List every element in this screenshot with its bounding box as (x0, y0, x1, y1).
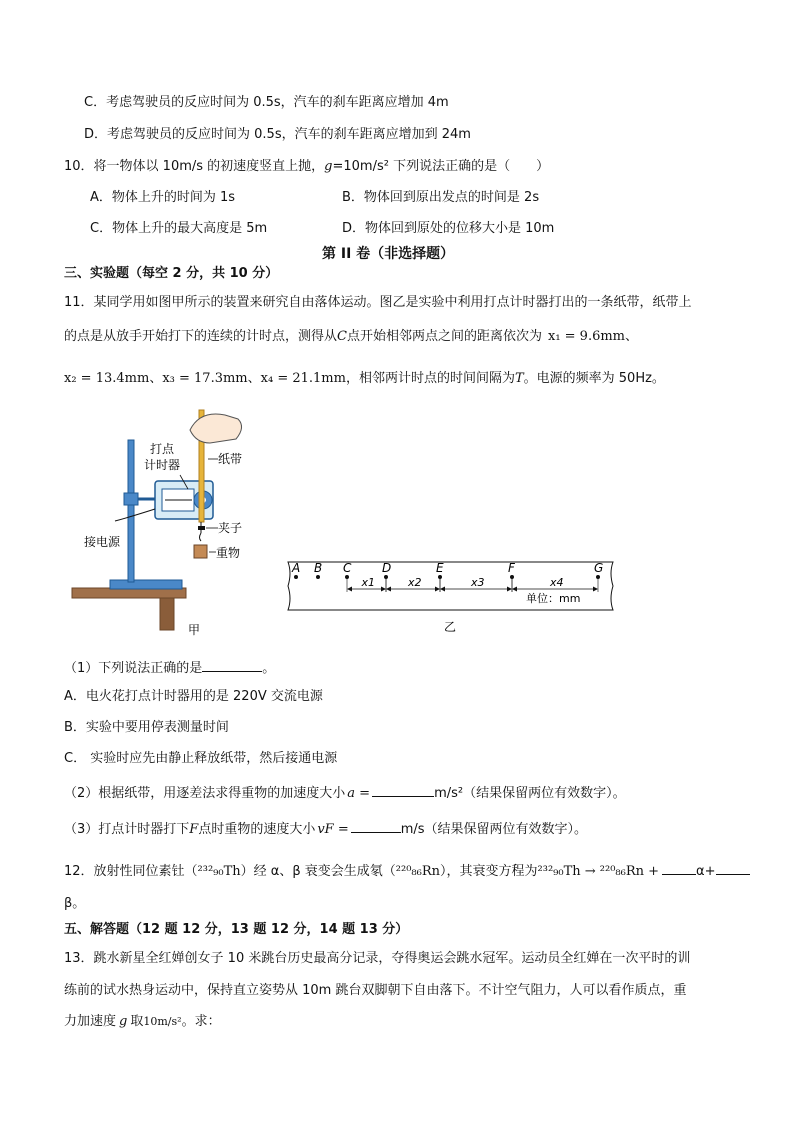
q10-option-a: A．物体上升的时间为 1s (90, 190, 236, 205)
q11-x3: x₃ = 17.3mm (162, 371, 248, 386)
weight (194, 545, 207, 558)
label-jiedianyuan: 接电源 (84, 535, 121, 549)
label-jishiqi: 计时器 (144, 458, 181, 472)
q11-sub-1-text: （1）下列说法正确的是 (64, 661, 203, 676)
tape-label-c: C (343, 561, 352, 575)
tape-dot-b (316, 575, 320, 579)
stand-rod (128, 440, 134, 582)
label-zhidai: 纸带 (218, 452, 243, 466)
section-3-heading: 三、实验题（每空 2 分，共 10 分） (64, 266, 279, 281)
q11-sub-1-end: 。 (262, 661, 276, 676)
tape-dot-a (294, 575, 298, 579)
tape-label-e: E (436, 561, 444, 575)
q11-x1: x₁ = 9.6mm (547, 329, 626, 344)
table-leg (160, 598, 174, 630)
q10-stem (64, 158, 549, 176)
section-5-heading: 五、解答题（12 题 12 分，13 题 12 分，14 题 13 分） (64, 922, 409, 937)
stand-clamp (124, 493, 138, 505)
answer-blank-1[interactable] (202, 657, 262, 672)
q12-thorium: ²³²₉₀Th (197, 864, 241, 879)
q11-line-2-text: 的点是从放手开始打下的连续的计时点，测得从 (64, 329, 338, 344)
q11-line-2 (64, 328, 638, 346)
q10-stem-tail: =10m/s² 下列说法正确的是（ ） (332, 159, 550, 174)
q12-beta-end: β。 (64, 896, 86, 911)
hand-icon (190, 414, 242, 443)
q11-sep: 、 (625, 329, 639, 344)
tape-unit: 单位：mm (526, 592, 581, 605)
q13-line-1: 13．跳水新星全红婵创女子 10 米跳台历史最高分记录，夺得奥运会跳水冠军。运动员全红婵在一次平时的训 (64, 951, 691, 966)
q12-text-c: ），其衰变方程为 (440, 864, 538, 879)
q11-sub-3-text: （3）打点计时器打下 (64, 822, 190, 837)
segment-label-1: x1 (361, 576, 376, 589)
q13-g-symbol: g (119, 1014, 128, 1029)
segment-label-4: x4 (550, 576, 564, 589)
answer-blank-alpha[interactable] (662, 860, 696, 875)
segment-label-3: x3 (471, 576, 485, 589)
q11-option-c: C． 实验时应先由静止释放纸带，然后接通电源 (64, 751, 338, 766)
q12-alpha: α+ (696, 864, 716, 879)
q11-t-symbol: T (514, 371, 524, 386)
q13-text-a: 力加速度 (64, 1014, 117, 1029)
caption-jia: 甲 (188, 623, 201, 637)
q13-line-2: 练前的试水热身运动中，保持直立姿势从 10m 跳台双脚朝下自由落下。不计空气阻力，人可以看作质点，重 (64, 983, 687, 998)
q11-line-3-text: ，相邻两计时点的时间间隔为 (345, 371, 515, 386)
q10-option-d: D．物体回到原处的位移大小是 10m (342, 221, 555, 236)
q11-f-symbol: F (189, 822, 199, 837)
q11-x4: x₄ = 21.1mm (260, 371, 346, 386)
q11-sep-2: 、 (247, 371, 261, 386)
q13-text-c: 。求： (181, 1014, 221, 1029)
q12-line (64, 860, 750, 881)
stand-base (110, 580, 182, 589)
q9-option-c: C．考虑驾驶员的反应时间为 0.5s，汽车的刹车距离应增加 4m (84, 95, 449, 110)
tape-label-b: B (314, 561, 323, 575)
q11-x2: x₂ = 13.4mm (64, 371, 150, 386)
q11-line-1: 11．某同学用如图甲所示的装置来研究自由落体运动。图乙是实验中利用打点计时器打出的一条纸带，纸带上 (64, 295, 692, 310)
q10-option-c: C．物体上升的最大高度是 5m (90, 221, 268, 236)
tape-label-d: D (382, 561, 392, 575)
q13-line-3 (64, 1013, 221, 1031)
q11-sub-2-text: （2）根据纸带，用逐差法求得重物的加速度大小 (64, 786, 346, 801)
clip (198, 526, 205, 530)
q11-point-c: C (337, 329, 347, 344)
q12-text-b: ）经 α、β 衰变会生成氡（ (240, 864, 396, 879)
q11-line-3-tail: 。电源的频率为 50Hz。 (523, 371, 665, 386)
label-jiazi: 夹子 (218, 521, 243, 535)
q12-equation: ²³²₉₀Th → ²²⁰₈₆Rn + (537, 864, 660, 879)
q11-sep-1: 、 (149, 371, 163, 386)
q11-sub-3-text-b: 点时重物的速度大小 (198, 822, 316, 837)
power-cable (115, 509, 155, 521)
q11-sub-2-tail: m/s²（结果保留两位有效数字）。 (434, 786, 626, 801)
q11-sub-3 (64, 818, 587, 839)
q11-option-a: A．电火花打点计时器用的是 220V 交流电源 (64, 689, 323, 704)
q12-text-a: 12．放射性同位素钍（ (64, 864, 198, 879)
q10-g-symbol: g (324, 159, 333, 174)
q11-line-3 (64, 370, 665, 388)
q11-line-2-text-b: 点开始相邻两点之间的距离依次为 (346, 329, 542, 344)
q12-radon: ²²⁰₈₆Rn (395, 864, 441, 879)
q11-vf-symbol: vF = (317, 822, 349, 837)
segment-label-2: x2 (408, 576, 422, 589)
q9-option-d: D．考虑驾驶员的反应时间为 0.5s，汽车的刹车距离应增加到 24m (84, 127, 471, 142)
volume-title: 第 II 卷（非选择题） (322, 246, 455, 262)
tape-label-f: F (508, 561, 515, 575)
answer-blank-3[interactable] (351, 818, 401, 833)
q11-sub-1 (64, 657, 275, 678)
q11-a-symbol: a = (347, 786, 371, 801)
hook (200, 533, 202, 541)
caption-yi: 乙 (444, 620, 457, 634)
answer-blank-beta[interactable] (716, 860, 750, 875)
q11-sub-3-tail: m/s（结果保留两位有效数字）。 (400, 822, 588, 837)
q11-option-b: B．实验中要用停表测量时间 (64, 720, 229, 735)
label-dadian: 打点 (150, 442, 175, 456)
tape-label-a: A (292, 561, 301, 575)
q13-g-value: 10m/s² (143, 1015, 182, 1028)
q10-stem-text: 10．将一物体以 10m/s 的初速度竖直上抛， (64, 159, 325, 174)
label-zhongwu: 重物 (216, 546, 241, 560)
q13-text-b: 取 (130, 1014, 144, 1029)
answer-blank-2[interactable] (372, 782, 434, 797)
tape-label-g: G (594, 561, 604, 575)
q10-option-b: B．物体回到原出发点的时间是 2s (342, 190, 540, 205)
apparatus-figure (60, 405, 630, 640)
q11-sub-2 (64, 782, 626, 803)
